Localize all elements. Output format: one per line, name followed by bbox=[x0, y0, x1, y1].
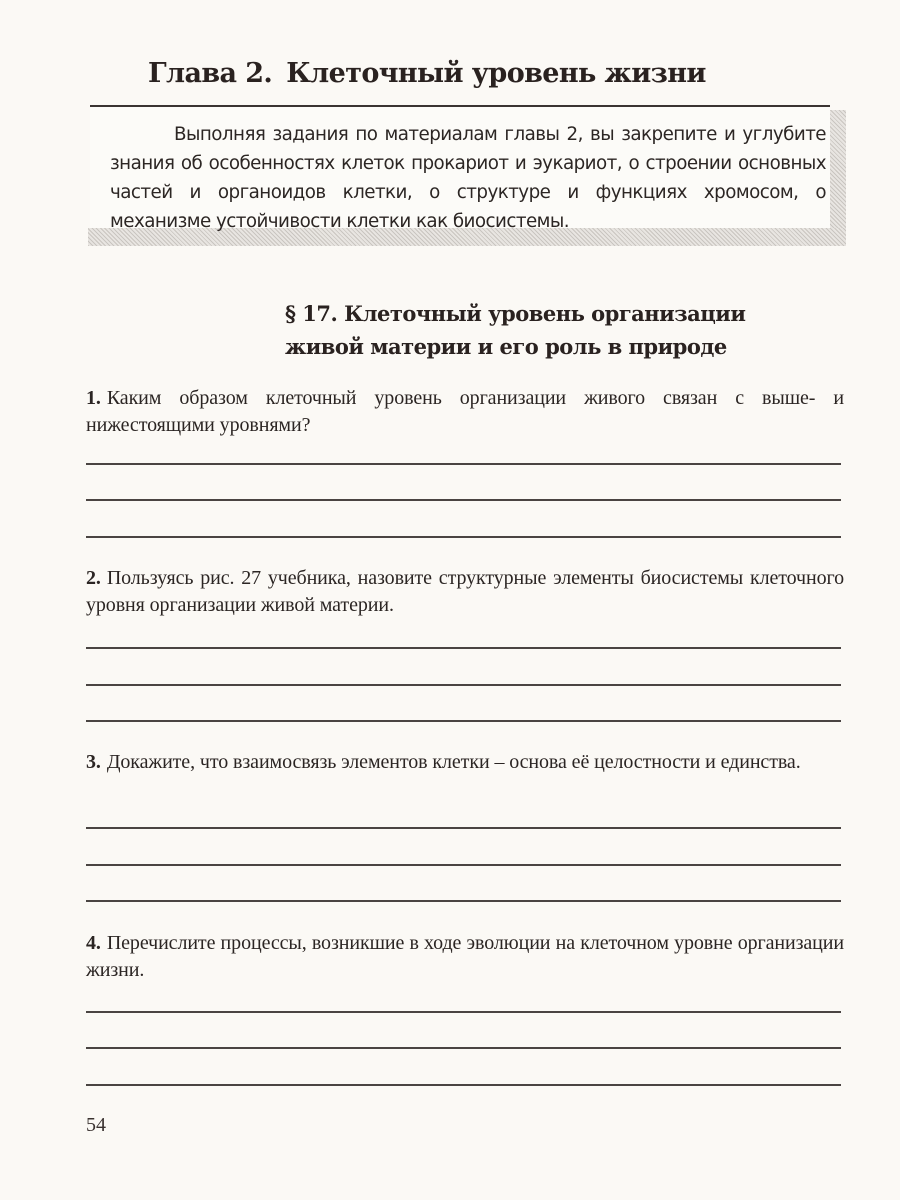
task-number: 1. bbox=[86, 387, 101, 409]
answer-line[interactable] bbox=[86, 900, 841, 902]
task-text: Докажите, что взаимосвязь элементов клетки – основа её целостности и единства. bbox=[106, 751, 801, 773]
task-number: 3. bbox=[86, 751, 101, 773]
task-3 bbox=[86, 749, 844, 776]
answer-line[interactable] bbox=[86, 1011, 841, 1013]
answer-line[interactable] bbox=[86, 684, 841, 686]
section-title-line-1: § 17. Клеточный уровень организации bbox=[285, 301, 746, 326]
task-text: Перечислите процессы, возникшие в ходе эволюции на клеточном уровне организации жизни. bbox=[86, 932, 844, 981]
answer-line[interactable] bbox=[86, 864, 841, 866]
intro-paragraph: Выполняя задания по материалам главы 2, вы закрепите и углубите знания об особенностях клеток прокариот и эукариот, о строении основных частей и органоидов клетки, о структуре и функциях хромосом, о механизме устойчивости клетки как биосистемы. bbox=[110, 124, 826, 232]
answer-line[interactable] bbox=[86, 827, 841, 829]
chapter-title bbox=[148, 58, 706, 89]
answer-line[interactable] bbox=[86, 647, 841, 649]
task-question bbox=[86, 749, 844, 776]
task-2 bbox=[86, 565, 844, 619]
intro-text bbox=[110, 120, 826, 236]
task-question bbox=[86, 565, 844, 619]
task-text: Пользуясь рис. 27 учебника, назовите структурные элементы биосистемы клеточного уровня организации живой материи. bbox=[86, 567, 844, 616]
answer-line[interactable] bbox=[86, 499, 841, 501]
section-title bbox=[285, 297, 745, 363]
intro-box-top-rule bbox=[90, 105, 830, 107]
task-number: 4. bbox=[86, 932, 101, 954]
task-question bbox=[86, 385, 844, 439]
answer-line[interactable] bbox=[86, 1047, 841, 1049]
task-1 bbox=[86, 385, 844, 439]
page-number: 54 bbox=[86, 1114, 106, 1136]
chapter-number: Глава 2. bbox=[148, 58, 273, 89]
section-title-line-2: живой материи и его роль в природе bbox=[285, 334, 727, 359]
answer-line[interactable] bbox=[86, 720, 841, 722]
chapter-name: Клеточный уровень жизни bbox=[286, 58, 706, 89]
task-text: Каким образом клеточный уровень организации живого связан с выше- и нижестоящими уровнями? bbox=[86, 387, 844, 436]
answer-line[interactable] bbox=[86, 1084, 841, 1086]
task-number: 2. bbox=[86, 567, 101, 589]
answer-line[interactable] bbox=[86, 536, 841, 538]
answer-line[interactable] bbox=[86, 463, 841, 465]
task-question bbox=[86, 930, 844, 984]
task-4 bbox=[86, 930, 844, 984]
intro-box-shadow-right bbox=[830, 110, 846, 246]
